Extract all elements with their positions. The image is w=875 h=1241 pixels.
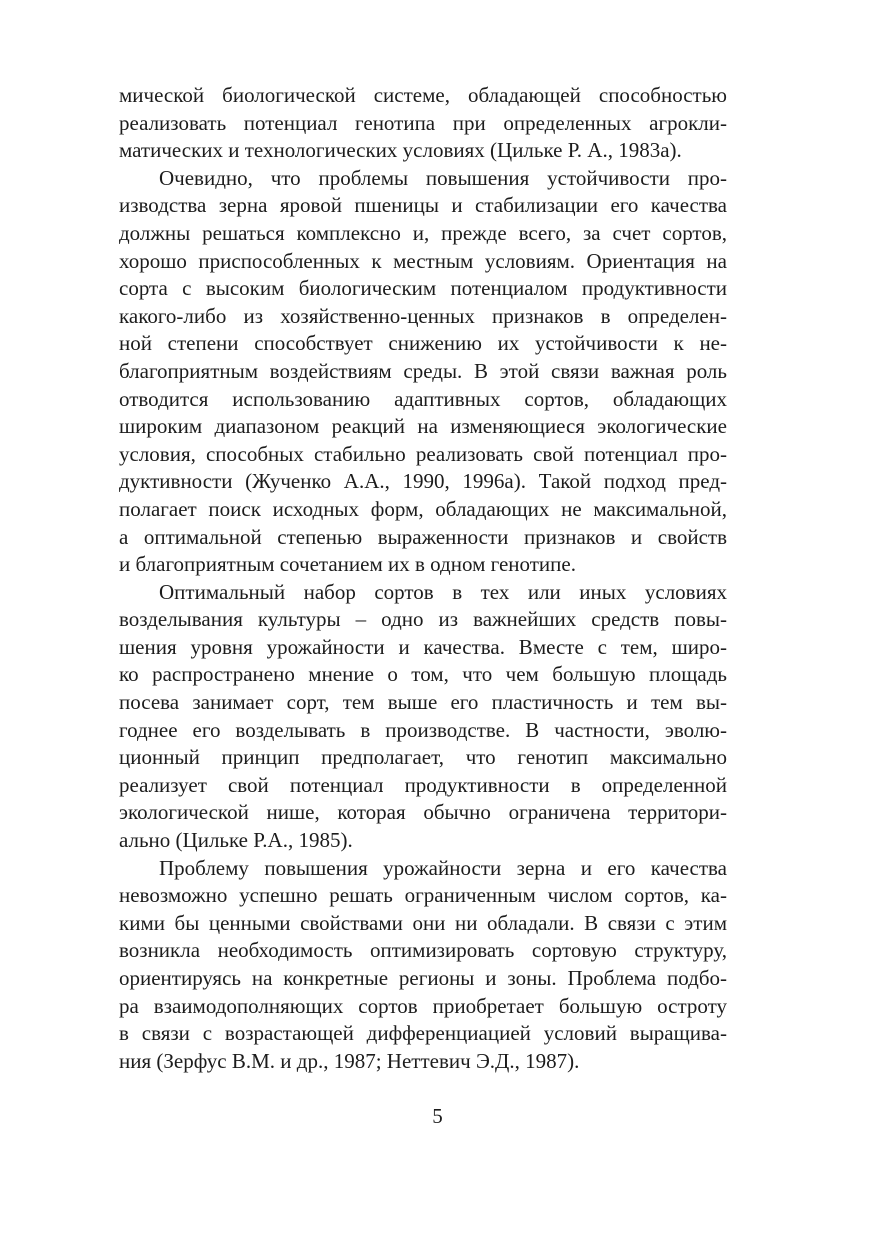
text-line: ориентируясь на конкретные регионы и зоны. Проблема подбо- <box>119 966 727 990</box>
text-line: матических и технологических условиях (Цильке Р. А., 1983а). <box>119 138 682 163</box>
text-line: в связи с возрастающей дифференциацией условий выращива- <box>119 1021 727 1046</box>
text-line: хорошо приспособленных к местным условиям. Ориентация на <box>119 248 727 273</box>
text-line: ра взаимодополняющих сортов приобретает большую остроту <box>119 993 727 1018</box>
paragraph <box>119 165 727 579</box>
text-line: ально (Цильке Р.А., 1985). <box>119 828 353 853</box>
paragraph <box>119 82 727 165</box>
paragraph <box>119 855 727 1076</box>
paragraph <box>119 579 727 855</box>
text-line: Очевидно, что проблемы повышения устойчивости про- <box>159 165 727 190</box>
text-line: условия, способных стабильно реализовать свой потенциал про- <box>119 441 727 466</box>
text-line: дуктивности (Жученко А.А., 1990, 1996а). Такой подход пред- <box>119 469 727 494</box>
text-line: ко распространено мнение о том, что чем большую площадь <box>119 662 727 687</box>
body-text <box>119 82 727 1075</box>
text-line: отводится использованию адаптивных сортов, обладающих <box>119 386 727 411</box>
text-line: Проблему повышения урожайности зерна и его качества <box>159 855 727 880</box>
text-line: полагает поиск исходных форм, обладающих не максимальной, <box>119 496 727 521</box>
text-line: благоприятным воздействиям среды. В этой связи важная роль <box>119 358 727 383</box>
text-line: реализует свой потенциал продуктивности в определенной <box>119 772 727 797</box>
text-line: широким диапазоном реакций на изменяющиеся экологические <box>119 414 727 439</box>
text-line: ной степени способствует снижению их устойчивости к не- <box>119 331 727 356</box>
text-line: Оптимальный набор сортов в тех или иных условиях <box>159 579 727 604</box>
text-line: годнее его возделывать в производстве. В частности, эволю- <box>119 717 727 742</box>
text-line: кими бы ценными свойствами они ни обладали. В связи с этим <box>119 910 727 935</box>
text-line: возникла необходимость оптимизировать сортовую структуру, <box>119 938 727 963</box>
text-line: реализовать потенциал генотипа при определенных агрокли- <box>119 110 727 135</box>
text-line: ния (Зерфус В.М. и др., 1987; Неттевич Э.Д., 1987). <box>119 1048 580 1073</box>
page-number: 5 <box>432 1104 443 1128</box>
text-line: невозможно успешно решать ограниченным числом сортов, ка- <box>119 883 727 908</box>
text-line: а оптимальной степенью выраженности признаков и свойств <box>119 524 727 549</box>
text-line: возделывания культуры – одно из важнейших средств повы- <box>119 607 727 632</box>
text-line: и благоприятным сочетанием их в одном генотипе. <box>119 552 576 577</box>
text-line: должны решаться комплексно и, прежде всего, за счет сортов, <box>119 220 727 245</box>
text-line: ционный принцип предполагает, что генотип максимально <box>119 745 727 770</box>
text-line: какого-либо из хозяйственно-ценных признаков в определен- <box>119 303 727 328</box>
text-line: шения уровня урожайности и качества. Вместе с тем, широ- <box>119 634 727 659</box>
text-line: сорта с высоким биологическим потенциалом продуктивности <box>119 276 727 301</box>
text-line: изводства зерна яровой пшеницы и стабилизации его качества <box>119 193 727 218</box>
text-line: мической биологической системе, обладающей способностью <box>119 83 727 107</box>
text-line: посева занимает сорт, тем выше его пластичность и тем вы- <box>119 690 727 715</box>
text-line: экологической нише, которая обычно ограничена территори- <box>119 800 727 825</box>
